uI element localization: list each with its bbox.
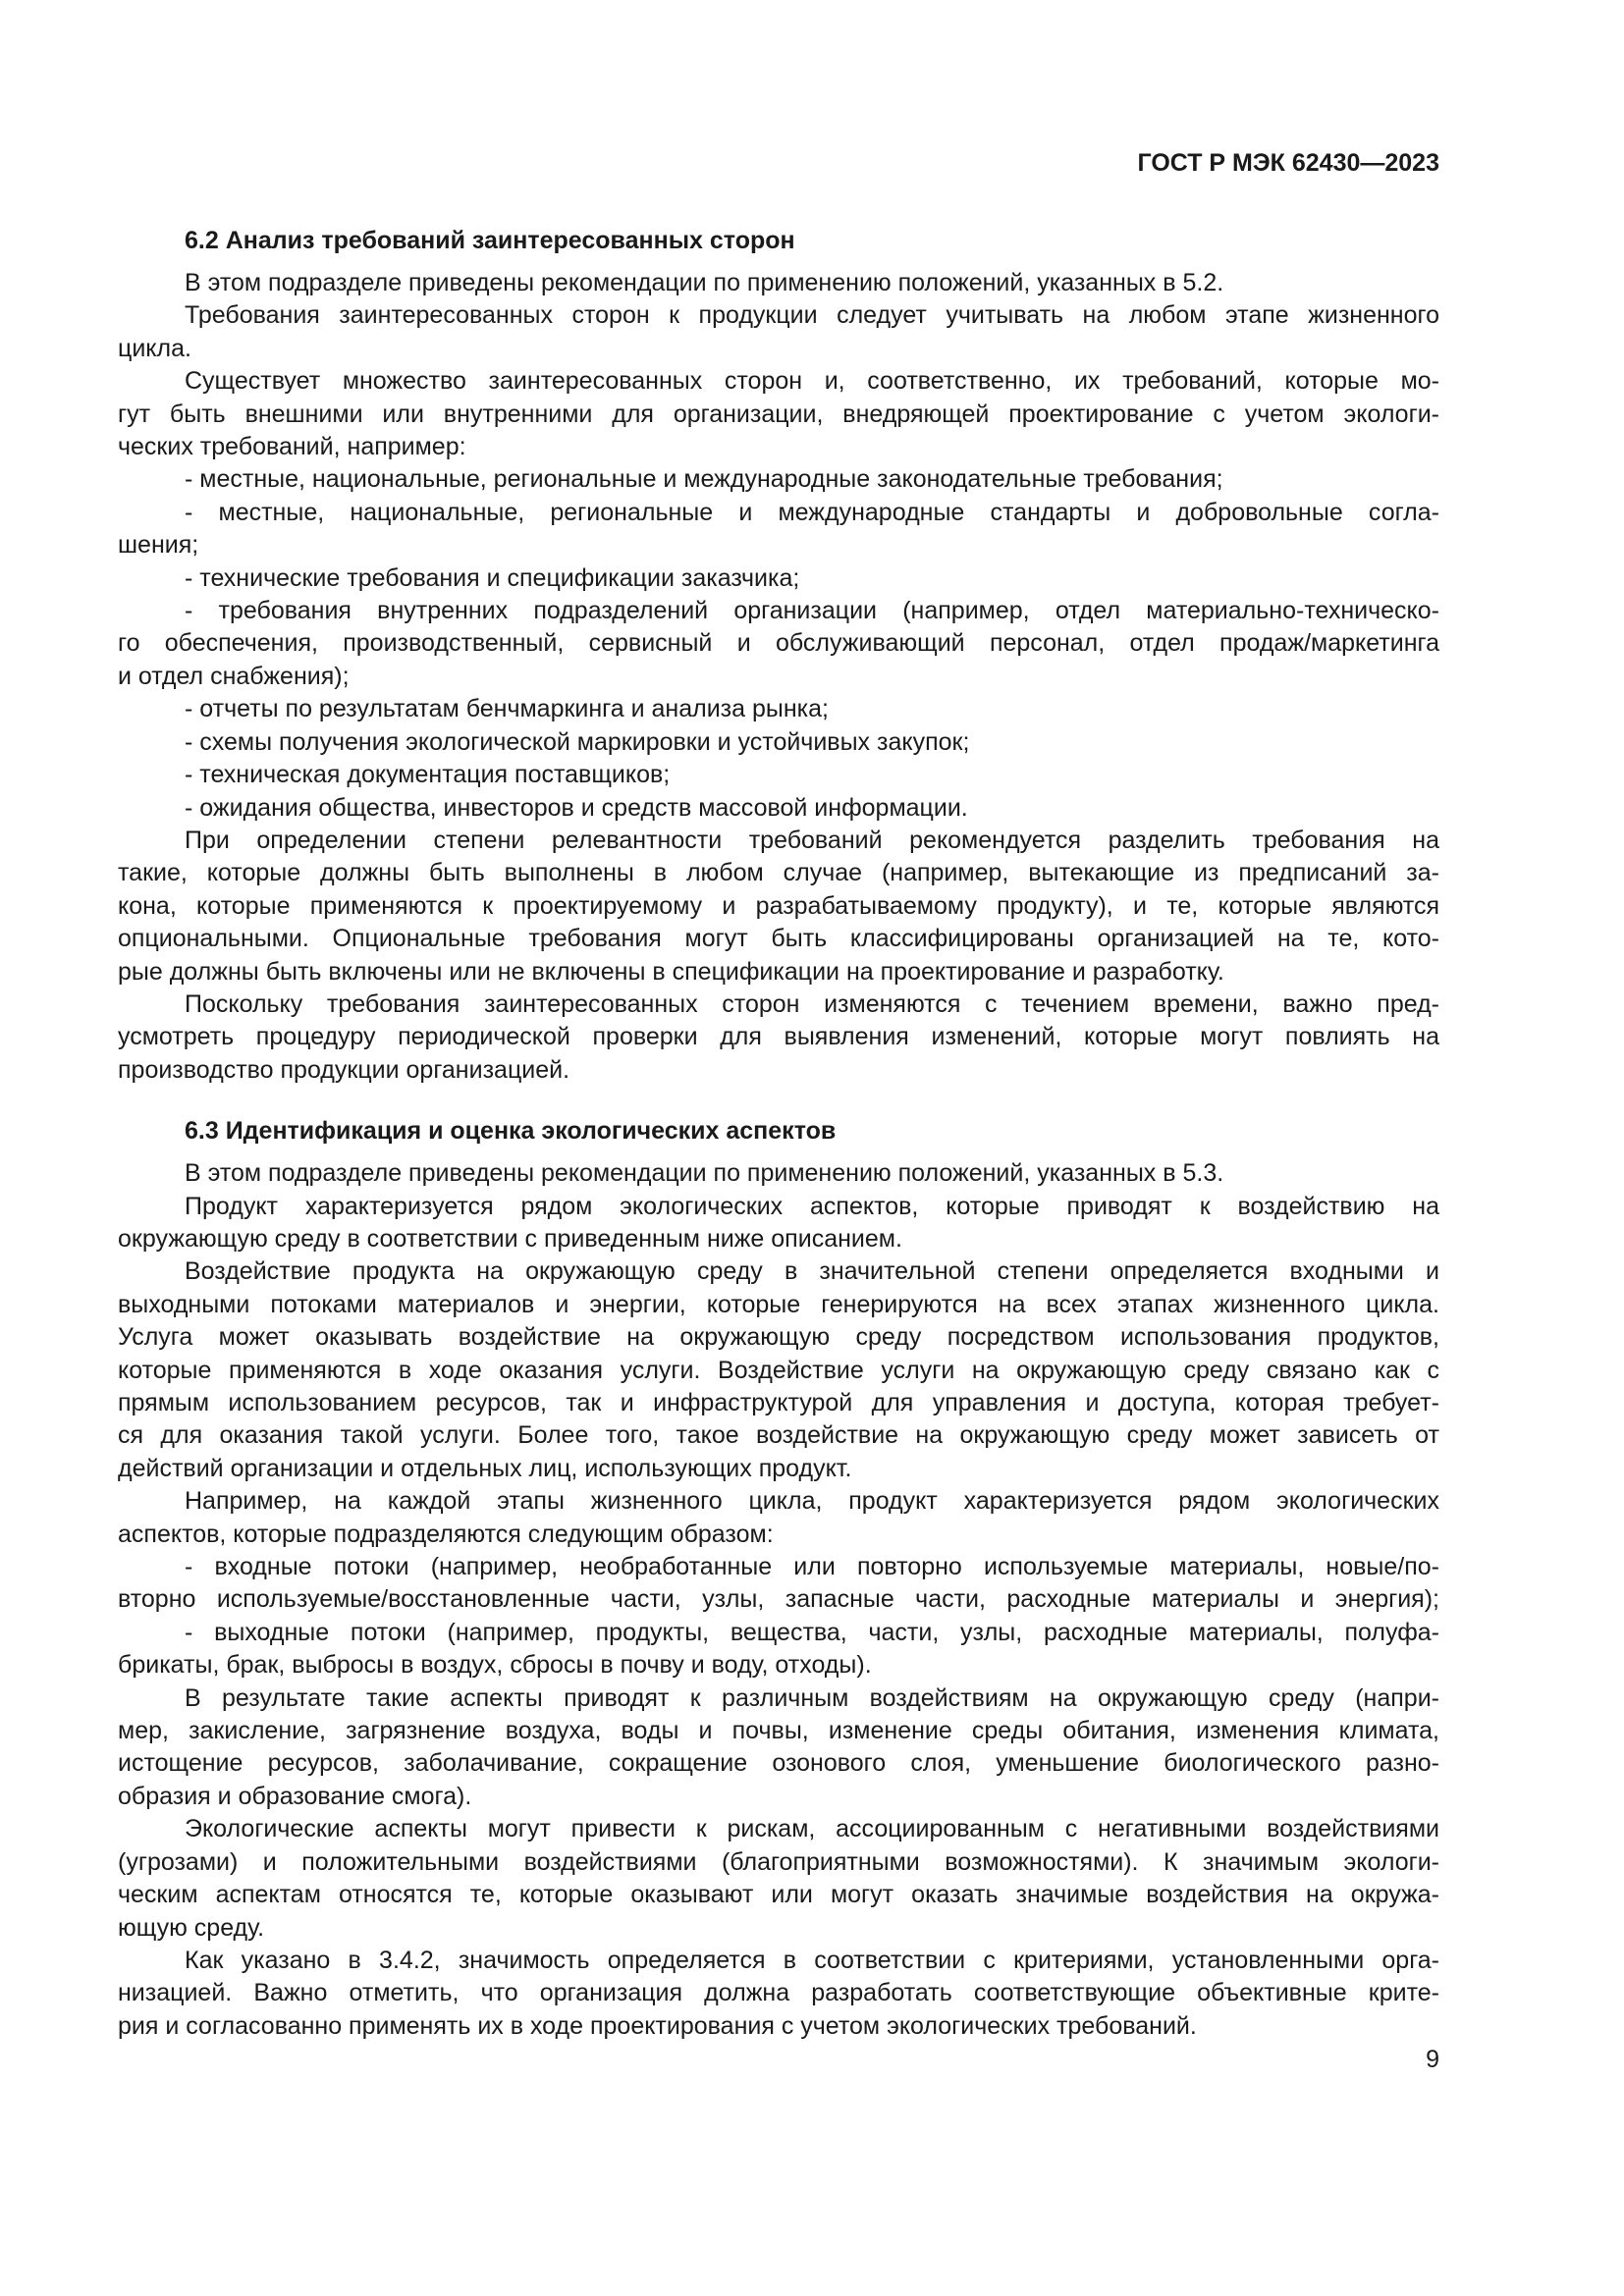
text-line: Воздействие продукта на окружающую среду в значительной степени определяется входными и — [185, 1257, 1439, 1286]
text-line: окружающую среду в соответствии с приведенным ниже описанием. — [118, 1224, 902, 1253]
text-line: Услуга может оказывать воздействие на окружающую среду посредством использования продуктов, — [118, 1323, 1439, 1352]
text-line: Требования заинтересованных сторон к продукции следует учитывать на любом этапе жизненного — [185, 301, 1439, 330]
list-item-line: - техническая документация поставщиков; — [185, 761, 671, 789]
text-line: рия и согласованно применять их в ходе проектирования с учетом экологических требований. — [118, 2011, 1197, 2040]
section-6-2 — [118, 224, 1439, 1087]
text-line: Экологические аспекты могут привести к рискам, ассоциированным с негативными воздействиями — [185, 1815, 1439, 1843]
list-item-line: - схемы получения экологической маркировки и устойчивых закупок; — [185, 727, 970, 756]
text-line: усмотреть процедуру периодической проверки для выявления изменений, которые могут повлиять на — [118, 1023, 1439, 1051]
text-line: аспектов, которые подразделяются следующим образом: — [118, 1520, 774, 1548]
text-line: В этом подразделе приведены рекомендации по применению положений, указанных в 5.3. — [185, 1159, 1224, 1188]
list-item-line: - требования внутренних подразделений организации (например, отдел материально-техническо- — [185, 597, 1439, 625]
text-line: опциональными. Опциональные требования могут быть классифицированы организацией на те, кото- — [118, 925, 1439, 953]
text-line: Например, на каждой этапы жизненного цикла, продукт характеризуется рядом экологических — [185, 1487, 1439, 1516]
text-line: (угрозами) и положительными воздействиями (благоприятными возможностями). К значимым экологи- — [118, 1847, 1439, 1876]
text-line: В этом подразделе приведены рекомендации по применению положений, указанных в 5.2. — [185, 269, 1224, 296]
section-heading: 6.2 Анализ требований заинтересованных сторон — [185, 227, 795, 254]
text-line: Как указано в 3.4.2, значимость определяется в соответствии с критериями, установленными орга- — [185, 1946, 1439, 1974]
text-line: и отдел снабжения); — [118, 662, 350, 690]
standard-designation: ГОСТ Р МЭК 62430—2023 — [1137, 149, 1439, 177]
list-item-line: - местные, национальные, региональные и международные законодательные требования; — [185, 465, 1223, 494]
text-line: цикла. — [118, 334, 191, 362]
page-number: 9 — [1426, 2046, 1439, 2073]
text-line: действий организации и отдельных лиц, использующих продукт. — [118, 1454, 852, 1482]
text-line: шения; — [118, 531, 199, 560]
text-line: ющую среду. — [118, 1913, 265, 1942]
list-item-line: - местные, национальные, региональные и международные стандарты и добровольные согла- — [185, 498, 1439, 526]
text-line: ческим аспектам относятся те, которые оказывают или могут оказать значимые воздействия на окружа- — [118, 1881, 1439, 1909]
text-line: ся для оказания такой услуги. Более того, такое воздействие на окружающую среду может зависеть от — [118, 1421, 1439, 1450]
text-line: образия и образование смога). — [118, 1782, 472, 1810]
text-line: Поскольку требования заинтересованных сторон изменяются с течением времени, важно пред- — [185, 989, 1439, 1018]
text-line: Существует множество заинтересованных сторон и, соответственно, их требований, которые мо- — [185, 367, 1439, 396]
section-6-3 — [118, 1114, 1439, 2043]
text-line: которые применяются в ходе оказания услуги. Воздействие услуги на окружающую среду связано как с — [118, 1356, 1439, 1384]
text-line: ческих требований, например: — [118, 433, 466, 461]
text-line: рые должны быть включены или не включены в спецификации на проектирование и разработку. — [118, 957, 1224, 986]
list-item-line: - ожидания общества, инвесторов и средств массовой информации. — [185, 793, 968, 822]
list-item-line: - отчеты по результатам бенчмаркинга и анализа рынка; — [185, 695, 830, 723]
text-line: истощение ресурсов, заболачивание, сокращение озонового слоя, уменьшение биологического разно- — [118, 1749, 1439, 1778]
text-line: такие, которые должны быть выполнены в любом случае (например, вытекающие из предписаний за- — [118, 859, 1439, 887]
text-line: брикаты, брак, выбросы в воздух, сбросы в почву и воду, отходы). — [118, 1651, 872, 1680]
section-heading: 6.3 Идентификация и оценка экологических аспектов — [185, 1117, 837, 1146]
text-line: Продукт характеризуется рядом экологических аспектов, которые приводят к воздействию на — [185, 1192, 1439, 1220]
list-item-line: - выходные потоки (например, продукты, вещества, части, узлы, расходные материалы, полуфа- — [185, 1618, 1439, 1646]
text-line: выходными потоками материалов и энергии, которые генерируются на всех этапах жизненного цикла. — [118, 1290, 1439, 1318]
text-line: При определении степени релевантности требований рекомендуется разделить требования на — [185, 826, 1439, 854]
text-line: В результате такие аспекты приводят к различным воздействиям на окружающую среду (напри- — [185, 1683, 1439, 1712]
text-line: кона, которые применяются к проектируемому и разрабатываемому продукту), и те, которые являются — [118, 891, 1439, 920]
text-line: низацией. Важно отметить, что организация должна разработать соответствующие объективные крите- — [118, 1979, 1439, 2007]
document-body — [118, 224, 1439, 2043]
text-line: вторно используемые/восстановленные части, узлы, запасные части, расходные материалы и энергия); — [118, 1585, 1439, 1614]
text-line: производство продукции организацией. — [118, 1055, 570, 1084]
text-line: го обеспечения, производственный, сервисный и обслуживающий персонал, отдел продаж/маркетинга — [118, 629, 1439, 658]
text-line: прямым использованием ресурсов, так и инфраструктурой для управления и доступа, которая требует- — [118, 1389, 1439, 1416]
text-line: мер, закисление, загрязнение воздуха, воды и почвы, изменение среды обитания, изменения климата, — [118, 1717, 1439, 1745]
list-item-line: - входные потоки (например, необработанные или повторно используемые материалы, новые/по- — [185, 1553, 1439, 1581]
text-line: гут быть внешними или внутренними для организации, внедряющей проектирование с учетом экологи- — [118, 400, 1439, 428]
list-item-line: - технические требования и спецификации заказчика; — [185, 563, 800, 592]
